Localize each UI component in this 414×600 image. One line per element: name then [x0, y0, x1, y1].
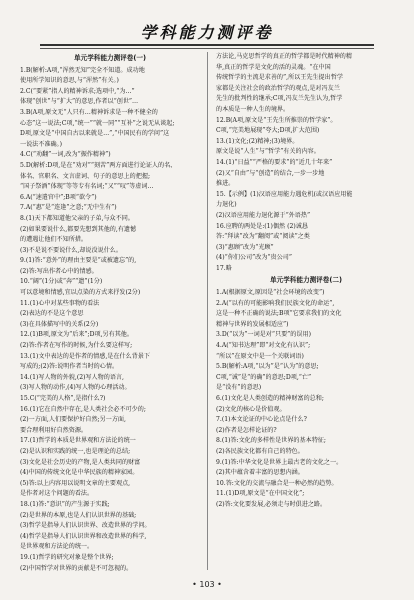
page-title: 学科能力测评卷 [140, 23, 274, 42]
text-line: (3)文化是社会历史的产物,是人类共同的财富 [20, 458, 141, 466]
text-line: 的遭遇让他们不知所措。 [20, 236, 88, 244]
text-line: 是“没有”的意思) [216, 384, 262, 392]
right-column-lines [216, 52, 396, 511]
text-line: 2.A(“以有的可能影响我们民族文化的命运”, [216, 299, 335, 307]
text-line: 是世界观和方法论的统一。 [20, 543, 94, 551]
text-line: 8.(1)天下都知道他父亲的子弟,与众不同。 [20, 214, 134, 222]
text-line: 2.C(“要紧”指人的精神诉求;选项中,“为…” [20, 87, 135, 95]
text-line: 3.B(A项,原文无“人只有…精神诉求是一种不健全的 [20, 108, 158, 116]
text-line: (2)答:文化要发展,必须走与时俱进之路。 [216, 500, 327, 508]
text-line: 体现“创世”与“扩大”的意思,作者以“创世”… [20, 98, 139, 106]
text-line: 13.(1)文化;(2)精神;(3)境界。 [216, 137, 299, 145]
text-line: (2)作者是怎样论证的? [216, 426, 277, 434]
text-line: C项,“完美地展现”夸大;D项,扩大范围) [216, 127, 320, 135]
text-line: 传统哲学的主流是求善的”,所以王先生提出哲学 [216, 74, 343, 82]
text-line: 答:“拜读”改为“翻阅”或“阅读”之类 [216, 233, 310, 241]
text-line: 9.(1)答:中华文化是世界上最古老的文化之一。 [216, 458, 343, 466]
text-line: 9.(1)答:“意外”的理由主要是“或被遗忘”的, [20, 257, 137, 265]
title-rule-thin [40, 48, 374, 49]
text-line: (4)中国的传统文化是中华民族的精神家园。 [20, 469, 139, 477]
text-line: (2)答:作者在写作的时候,为什么要这样写; [20, 342, 133, 350]
text-line: 15.【示例】(1)汉语应用能力遇危机(或汉语应用能 [216, 190, 353, 198]
text-line: 推进。 [216, 180, 235, 188]
left-column-lines [20, 66, 200, 572]
text-line: 写成的;(2)答:说明作者当时的心情。 [20, 363, 119, 371]
text-line: “所以”在原文中是一个关联词语) [216, 352, 304, 360]
text-line: 11.(1)D项,原文是“在中国文化”; [216, 490, 305, 498]
column-divider [207, 52, 208, 570]
text-line: 使用所学知识的意思,与“浑然”有关。) [20, 77, 119, 85]
text-line: (2)是认识和实践的统一,也是理论的总结; [20, 447, 131, 455]
text-line: 7.(1)本文论证的中心论点是什么? [216, 416, 307, 424]
text-line: 14.(1)写人物的外貌,(2)写人物的语言, [20, 373, 124, 381]
text-line: 3.D(“以为”一词是对“只要”的误用) [216, 331, 311, 339]
text-line: 家都是关注社会的政治哲学的观点,是对冯友兰 [216, 84, 340, 92]
right-column [216, 52, 396, 572]
text-line: 10.“阔”(1分)或“奔”“遗”(1分) [20, 278, 103, 286]
text-line: 先生的批判性的继承;C项,冯友兰先生认为,哲学 [216, 95, 343, 103]
text-line: (2)中国哲学对世界的贡献是不可忽视的。 [20, 564, 133, 572]
text-line: (5)答:以上内容用以说明文章的主要观点, [20, 479, 131, 487]
text-line: 18.(1)答:“意识”的产生源于实践; [20, 500, 110, 508]
text-line: (4)“你们公司”改为“贵公司” [216, 254, 292, 262]
text-line: 14.(1)“日益”“严格的要求”的“近几十年来” [216, 158, 333, 166]
text-line: 这是一种不正确的说法;B项“它要求我们的文化 [216, 310, 342, 318]
text-line: 方法论,马克思哲学的真正的哲学都是时代精神的精 [216, 53, 352, 60]
text-line: C项,“诚”是“的确”的意思;D项,“亡” [216, 373, 312, 381]
text-line: D项,原文是“中国自古以来就是…”,“中国民有的学问”这 [20, 130, 170, 138]
text-line: 5.D(解析:D项,是在“劝对”“刻苦”两方面进行论证人的名、 [20, 161, 177, 169]
text-line: (2)如果要说什么,都要先想到其他的,有遗憾 [20, 225, 137, 233]
text-line: “国子祭酒”体现“等等专有名词;“又”“叹”等虚词… [20, 183, 154, 191]
text-line: 17.(1)哲学的本质是世界观和方法论的统一 [20, 437, 136, 445]
text-line: 可以意境和情感,宜以点染的方式来抒发(2分) [20, 289, 141, 297]
text-line: 19.(1)哲学的研究对象是整个世界; [20, 553, 114, 561]
text-line: 4.C(“劝翻”一词,改为“振作精神”) [20, 151, 111, 159]
text-line: 力退化) [216, 201, 237, 209]
text-line: 1.A(根据原文,原因是“社会环境的改变”) [216, 289, 325, 297]
text-line: 心态”这一说法;C项,“统一”“就一同”“互补”之说无从谈起; [20, 119, 175, 127]
text-line: 8.(1)答:文化的多样性是世界的基本特征; [216, 437, 326, 445]
text-line: (2)表达的不是这个意思 [20, 310, 84, 318]
text-line: 15.C(“完美的人格”,是指什么?) [20, 395, 106, 402]
left-column [20, 52, 200, 572]
text-line: (2)答:写出作者心中的情感。 [20, 267, 98, 275]
text-line: 一说法不准确。) [20, 140, 62, 148]
text-line: 11.(1)心中对某些事物的看法 [20, 299, 100, 307]
title-block [0, 20, 414, 42]
text-line: (2)文化的核心是价值观。 [216, 405, 286, 413]
text-line: 16.应聘的两处是:(1)偶然 (2)诚恳 [216, 222, 308, 230]
text-line: 10.答:文化的交流与融合是一种必然的趋势。 [216, 479, 338, 487]
text-line: 精神与世界的发展相适应”) [216, 320, 289, 328]
text-line: 1.B(解析:A项,“浑然无知”完全不知道。成功地 [20, 66, 145, 74]
text-line: (2)其中蕴含着丰富的思想内涵。 [216, 469, 304, 477]
text-line: (3)不是说不要说什么,却说没说什么。 [20, 246, 122, 254]
text-line: 5.B(解析:A项,“以为”是“认为”的意思; [216, 363, 319, 371]
text-line: 16.(1)它在自然中存在,是人类社会必不可少的; [20, 405, 146, 413]
text-line: (4)哲学是指导人们认识世界和改造世界的科学, [20, 532, 147, 540]
text-line: 7.A(“惠”是“连逢”之意;“无中生有”) [20, 204, 117, 212]
text-line: (2)各民族文化都有自己的特色。 [216, 447, 304, 455]
text-line: 是作者对这个问题的看法。 [20, 490, 94, 498]
text-line: (3)写人物的动作,(4)写人物的心理活动。 [20, 384, 131, 392]
text-line: 12.B(A项,原文是“王先生所推崇的哲学家”。 [216, 116, 337, 124]
left-section-heading: 单元学科能力测评卷(一) [74, 54, 146, 62]
text-line: (3)在具体描写中的关系(2分) [20, 320, 99, 328]
text-line: (2)一方面,人们要保护好自然;另一方面, [20, 416, 126, 424]
text-line: 4.A(“知书达理”即“对文化有认识”; [216, 342, 311, 350]
text-line: 6.(1)文化是人类创造的精神财富的总和; [216, 395, 324, 402]
text-line: 华,真正的哲学是文化的活的灵魂。“在中国 [216, 63, 331, 71]
text-line: 要合理利用好自然资源。 [20, 426, 88, 434]
text-line: 6.A(“速遣官中”;B项“欲令”) [20, 193, 97, 201]
text-line: (2)汉语应用能力退化源于“外语热” [216, 211, 311, 219]
text-line: (3)哲学是指导人们认识世界、改造世界的学问。 [20, 522, 151, 530]
section-heading: 单元学科能力测评卷(二) [270, 276, 342, 285]
text-line: 12.(1)B项,原文为“后来”;D项,另有其他。 [20, 331, 133, 339]
text-line: (3)“惠顾”改为“光顾” [216, 243, 274, 251]
text-line: (2)又“自由”与“创造”的结合,一步一步地 [216, 169, 325, 177]
title-rule-thick [40, 44, 374, 46]
page-number: • 103 • [192, 580, 222, 589]
text-line: 17.略 [216, 264, 232, 272]
text-line: 原文是说“人生”与“哲学”有关的内容。 [216, 148, 320, 156]
text-line: (2)是世界的本原,也是人们认识世界的基础; [20, 511, 137, 519]
text-line: 体名、官职名、文言虚词、句子的意思上的把握; [20, 172, 151, 180]
text-line: 的本质是一种人生的境界。 [216, 105, 290, 113]
text-line: 13.(1)文中表达的是作者的情感,是在什么背景下 [20, 352, 150, 360]
